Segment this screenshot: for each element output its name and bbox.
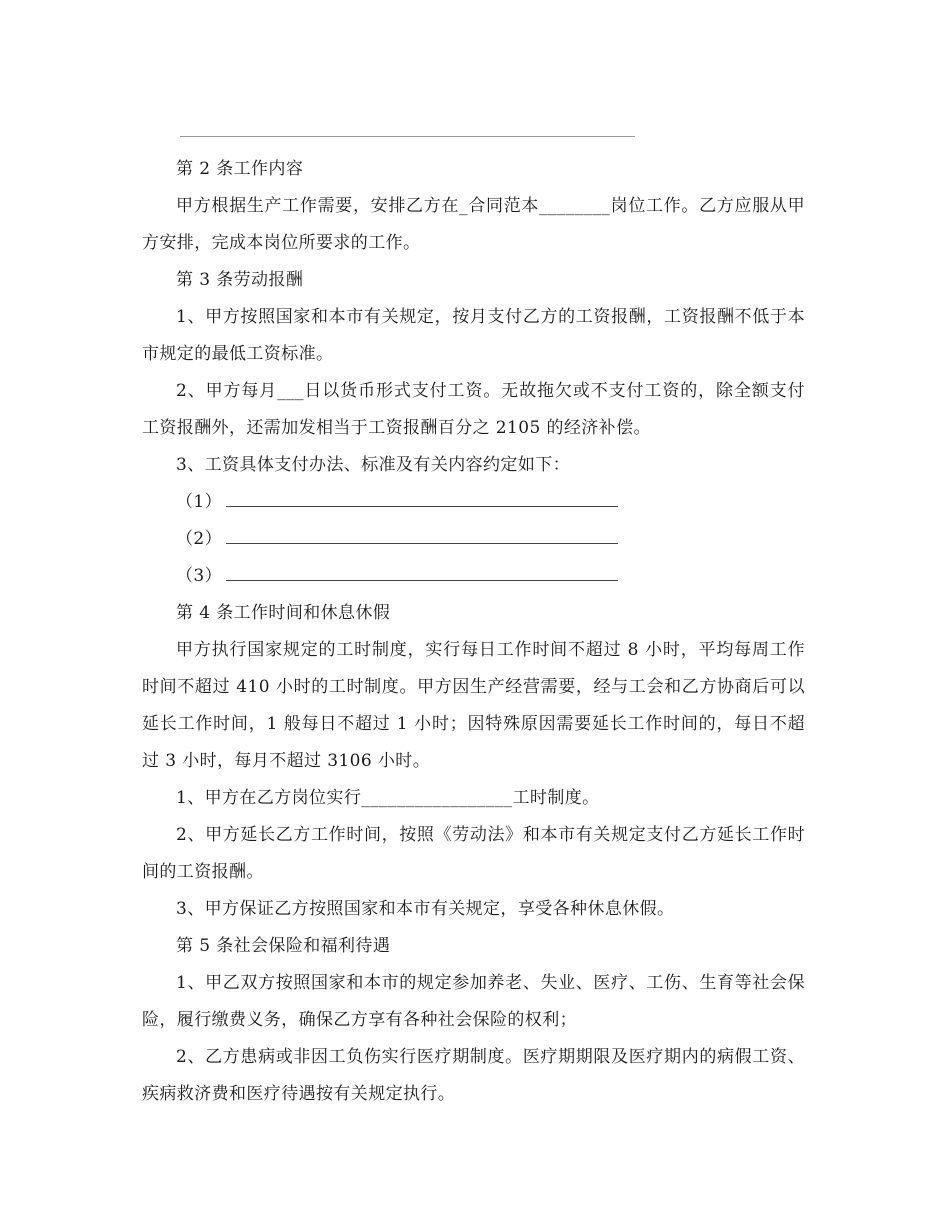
blank-item-2	[142, 521, 805, 558]
article-5-clause-1: 1、甲乙双方按照国家和本市的规定参加养老、失业、医疗、工伤、生育等社会保险，履行缴费义务，确保乙方享有各种社会保险的权利；	[142, 973, 805, 1030]
article-4-heading: 第 4 条工作时间和休息休假	[176, 603, 391, 623]
top-divider-line	[180, 136, 635, 137]
fill-in-line	[226, 543, 618, 544]
blank-item-label: （2）	[176, 529, 223, 549]
article-5-heading: 第 5 条社会保险和福利待遇	[176, 936, 391, 956]
article-3-clause-2: 2、甲方每月___日以货币形式支付工资。无故拖欠或不支付工资的，除全额支付工资报酬外，还需加发相当于工资报酬百分之 2105 的经济补偿。	[142, 381, 805, 438]
article-4-clause-2: 2、甲方延长乙方工作时间，按照《劳动法》和本市有关规定支付乙方延长工作时间的工资报酬。	[142, 825, 805, 882]
article-2-paragraph: 甲方根据生产工作需要，安排乙方在_合同范本________岗位工作。乙方应服从甲方安排，完成本岗位所要求的工作。	[142, 196, 805, 253]
fill-in-line	[226, 506, 618, 507]
article-3-clause-3: 3、工资具体支付办法、标准及有关内容约定如下：	[176, 455, 571, 475]
blank-item-label: （1）	[176, 492, 223, 512]
blank-item-3	[142, 558, 805, 595]
article-3-clause-1: 1、甲方按照国家和本市有关规定，按月支付乙方的工资报酬，工资报酬不低于本市规定的最低工资标准。	[142, 307, 805, 364]
article-2-heading: 第 2 条工作内容	[176, 159, 304, 179]
article-4-clause-3: 3、甲方保证乙方按照国家和本市有关规定，享受各种休息休假。	[176, 899, 675, 919]
article-5-clause-2: 2、乙方患病或非因工负伤实行医疗期制度。医疗期期限及医疗期内的病假工资、疾病救济费和医疗待遇按有关规定执行。	[142, 1047, 805, 1104]
document-body	[142, 151, 805, 1113]
article-4-paragraph: 甲方执行国家规定的工时制度，实行每日工作时间不超过 8 小时，平均每周工作时间不超过 410 小时的工时制度。甲方因生产经营需要，经与工会和乙方协商后可以延长工作时间，1 般每日不超过 1 小时；因特殊原因需要延长工作时间的，每日不超过 3 小时，每月不超过 3106 小时。	[142, 640, 805, 771]
blank-item-label: （3）	[176, 566, 223, 586]
blank-item-1	[142, 484, 805, 521]
article-3-heading: 第 3 条劳动报酬	[176, 270, 304, 290]
fill-in-line	[226, 580, 618, 581]
article-4-clause-1: 1、甲方在乙方岗位实行_________________工时制度。	[176, 788, 600, 808]
